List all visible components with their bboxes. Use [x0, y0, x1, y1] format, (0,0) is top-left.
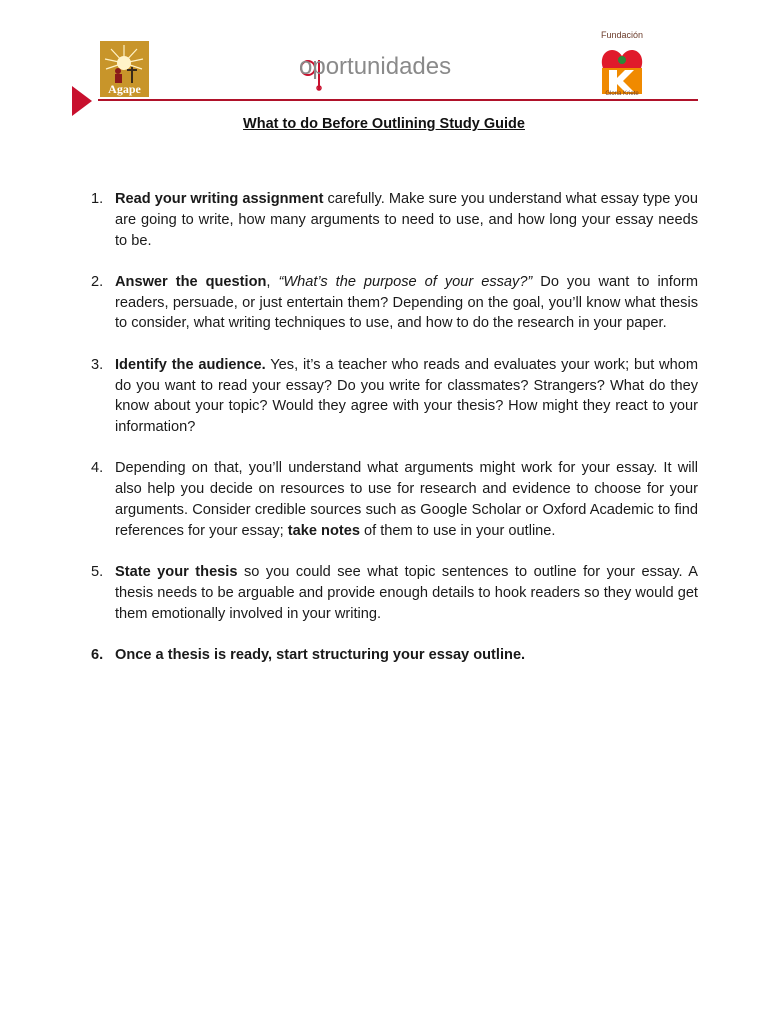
item-text-start: Depending on that, you’ll understand what arguments might work for your essay. It will also help you decide on resources to use for research and evidence to choose for your arguments. Consider credible sources such as Google Scholar or Oxford Academic to find references for your essay;: [115, 460, 698, 539]
oportunidades-logo: [297, 48, 473, 92]
agape-logo-text: Agape: [108, 82, 141, 96]
item-number: 5.: [91, 564, 104, 581]
item-text: of them to use in your outline.: [359, 522, 556, 539]
document-title: What to do Before Outlining Study Guide: [243, 116, 525, 132]
item-lead: State your thesis: [115, 564, 238, 581]
item-text: so you could see what topic sentences to outline for your essay. A thesis needs to be arguable and provide enough details to hook readers so they would get them emotionally involved in your writing.: [115, 564, 698, 622]
study-guide-list: [91, 189, 698, 686]
item-number: 3.: [91, 356, 104, 373]
list-item: [91, 189, 698, 251]
list-item: [91, 562, 698, 624]
list-item: [91, 355, 698, 438]
fundacion-gloria-kriete-logo: [597, 30, 647, 96]
item-number: 1.: [91, 191, 104, 207]
item-bold-phrase: take notes: [287, 522, 360, 539]
item-lead: Identify the audience.: [115, 356, 266, 373]
oportunidades-logo-text: oportunidades: [299, 53, 452, 80]
item-text: Do you want to inform readers, persuade, or just entertain them? Depending on the goal, you’ll know what thesis to consider, what writing techniques to use, and how to do the research in your paper.: [115, 273, 698, 332]
fundacion-caption: Fundación: [600, 30, 644, 40]
item-text: Once a thesis is ready, start structuring your essay outline.: [115, 647, 526, 664]
page-header: [0, 0, 768, 110]
item-text: carefully. Make sure you understand what essay type you are going to write, how many arguments to need to use, and how long your essay needs to be.: [115, 191, 699, 249]
item-lead: Read your writing assignment: [115, 191, 324, 207]
list-item: [91, 272, 698, 334]
list-item: [91, 645, 698, 666]
red-triangle-marker: [72, 86, 92, 116]
heart-emblem-icon: [597, 40, 647, 96]
item-lead: Answer the question: [115, 273, 267, 290]
item-separator: ,: [266, 273, 279, 290]
item-italic-question: “What’s the purpose of your essay?”: [278, 273, 533, 290]
header-divider: [98, 99, 698, 101]
item-number: 2.: [91, 273, 104, 290]
item-text: Yes, it’s a teacher who reads and evaluates your work; but whom do you want to read your essay? Do you write for classmates? Strangers? What do they know about your topic? Would they agree with your thesis? How might they react to your information?: [115, 356, 698, 436]
item-number: 4.: [91, 460, 104, 477]
agape-logo: [100, 41, 149, 97]
item-number: 6.: [91, 647, 104, 664]
fundacion-logo-text: Gloria Kriete: [605, 91, 639, 96]
list-item: [91, 458, 698, 541]
